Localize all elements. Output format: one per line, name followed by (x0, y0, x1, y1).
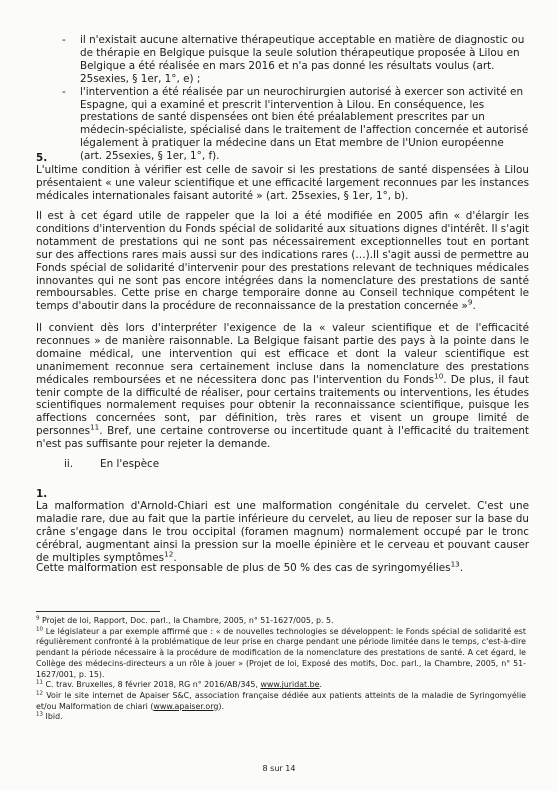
dash-bullet: - (62, 34, 66, 46)
paragraph-text: La malformation d'Arnold-Chiari est une malformation congénitale du cervelet. C'est une maladie rare, due au fait que la partie inférieure du cervelet, au lieu de reposer sur la base du crâne s'engage dans le trou occipital (foramen magnum) normalement occupé par le tronc cérébral, augmentant ainsi la pression sur la moelle épinière et le cerveau et pouvant causer de multiples symptômes (36, 500, 529, 564)
conditions-list (36, 34, 529, 163)
section-1-paragraph: La malformation d'Arnold-Chiari est une malformation congénitale du cervelet. C'est une maladie rare, due au fait que la partie inférieure du cervelet, au lieu de reposer sur la base du crâne s'engage dans le trou occipital (foramen magnum) normalement occupé par le tronc cérébral, augmentant ainsi la pression sur la moelle épinière et le cerveau et pouvant causer de multiples symptômes$^{12}$. (36, 500, 529, 564)
subheading-title: En l'espèce (100, 458, 160, 470)
list-item (36, 86, 529, 163)
law-paragraph: Il est à cet égard utile de rappeler que la loi a été modifiée en 2005 afin « d'élargir les conditions d'intervention du Fonds spécial de solidarité aux situations dignes d'intérêt. Il s'agit notamment de prestations qui ne sont pas nécessairement exceptionnelles tout en portant sur des affections rares mais aussi sur des indications rares (…).Il s'agit aussi de permettre au Fonds spécial de solidarité d'intervenir pour des prestations relevant de techniques médicales innovantes qui ne sont pas encore intégrées dans la nomenclature des prestations de santé remboursables. Cette prise en charge temporaire donne au Conseil technique compétent le temps d'aboutir dans la procédure de reconnaissance de la prestation concernée »$^9$. (36, 210, 529, 313)
footnote-text: Projet de loi, Rapport, Doc. parl., la Chambre, 2005, n° 51-1627/005, p. 5. (39, 616, 334, 625)
section-number-1: 1. (36, 488, 48, 500)
subheading (64, 458, 159, 470)
footnote-ref: 9 (467, 297, 473, 307)
footnote-number: 9 (36, 615, 40, 622)
law-paragraph-text: Il est à cet égard utile de rappeler que la loi a été modifiée en 2005 afin « d'élargir les conditions d'intervention du Fonds spécial de solidarité aux situations dignes d'intérêt. Il s'agit notamment de prestations qui ne sont pas nécessairement exceptionnelles tout en portant sur des affections rares mais aussi sur des indications rares (…).Il s'agit aussi de permettre au Fonds spécial de solidarité d'intervenir pour des prestations relevant de techniques médicales innovantes qui ne sont pas encore intégrées dans la nomenclature des prestations de santé remboursables. Cette prise en charge temporaire donne au Conseil technique compétent le temps d'aboutir dans la procédure de reconnaissance de la prestation concernée » (36, 210, 529, 313)
footnote-12 (36, 691, 526, 712)
footnote-number: 11 (36, 679, 44, 686)
footnote-number: 12 (36, 690, 44, 697)
footnote-text: ). (218, 701, 224, 711)
footnote-text: Ibid. (43, 712, 63, 722)
page-number: 8 sur 14 (262, 764, 296, 773)
footnote-number: 10 (36, 626, 44, 633)
dash-bullet: - (62, 85, 66, 98)
footnote-13 (36, 712, 526, 723)
footnote-text: Voir le site internet de Apaiser S&C, association française dédiée aux patients atteints de la maladie de Syringomyélie et/ou Malformation de chiari ( (36, 690, 526, 711)
footnote-text: Le législateur a par exemple affirmé que : « de nouvelles technologies se développent: le Fonds spécial de solidarité est régulièrement confronté à la problématique de leur prise en charge pendant une période limitée dans le temps, c'est-à-dire pendant la période nécessaire à la procédure de modification de la nomenclature des prestations de santé. A cet égard, le Collège des médecins-directeurs a un rôle à jouer » (Projet de loi, Exposé des motifs, Doc. parl., la Chambre, 2005, n° 51-1627/001, p. 15). (36, 626, 526, 679)
paragraph-text: . Bref, une certaine controverse ou incertitude quant à l'efficacité du traitement n'est pas suffisante pour rejeter la demande. (36, 425, 529, 451)
footnote-ref: 12 (164, 549, 174, 559)
juridat-link[interactable]: www.juridat.be (260, 680, 320, 690)
bullet-text: il n'existait aucune alternative thérapeutique acceptable en matière de diagnostic ou de thérapie en Belgique puisque la seule solution thérapeutique proposée à Lilou en Belgique a été réalisée en mars 2016 et n'a pas donné les résultats voulus (art. 25sexies, § 1er, 1°, e) ; (80, 34, 525, 85)
bullet-text: l'intervention a été réalisée par un neurochirurgien autorisé à exercer son activité en Espagne, qui a examiné et prescrit l'intervention à Lilou. En conséquence, les prestations de santé dispensées ont bien été préalablement prescrites par un médecin-spécialiste, spécialisé dans le traitement de l'affection concernée et autorisé légalement à pratiquer la médecine dans un Etat membre de l'Union européenne (art. 25sexies, § 1er, 1°, f). (80, 85, 529, 163)
interpretation-paragraph (36, 322, 529, 451)
paragraph-text: Il convient dès lors d'interpréter l'exigence de la « valeur scientifique et de l'efficacité reconnues » de manière raisonnable. La Belgique faisant partie des pays à la pointe dans le domaine médical, une intervention qui est efficace et dont la valeur scientifique est unanimement reconnue sera certainement incluse dans la nomenclature des prestations médicales remboursées et ne nécessitera donc pas l'intervention du Fonds (36, 322, 529, 386)
footnote-ref: 13 (450, 559, 460, 569)
section-number-5: 5. (36, 152, 48, 164)
list-item (36, 34, 529, 86)
footnote-ref: 10 (434, 371, 444, 381)
footnote-separator (36, 611, 160, 612)
footnote-9 (36, 616, 526, 627)
footnote-text: . (319, 680, 323, 690)
footnote-10 (36, 627, 526, 681)
footnotes (36, 616, 526, 723)
footnote-ref: 11 (90, 422, 100, 432)
syringomyelia-paragraph: Cette malformation est responsable de plus de 50 % des cas de syringomyélies$^{13}$. (36, 559, 464, 574)
footnote-number: 13 (36, 711, 44, 718)
paragraph-text: Cette malformation est responsable de plus de 50 % des cas de syringomyélies (36, 562, 451, 574)
apaiser-link[interactable]: www.apaiser.org (153, 701, 219, 711)
subheading-number: ii. (64, 458, 74, 470)
section-5-paragraph: L'ultime condition à vérifier est celle de savoir si les prestations de santé dispensées à Lilou présentaient « une valeur scientifique et une efficacité largement reconnues par les instances médicales internationales faisant autorité » (art. 25sexies, § 1er, 1°, b). (36, 164, 529, 202)
footnote-text: C. trav. Bruxelles, 8 février 2018, RG n° 2016/AB/345, (43, 680, 261, 690)
footnote-11 (36, 680, 526, 691)
paragraph-text: . De plus, il faut tenir compte de la difficulté de réaliser, pour certains traitements ou interventions, les études scientifiques normalement requises pour obtenir la reconnaissance scientifique, puisque les affections concernées sont, par définition, très rares et visent un groupe limité de personnes (36, 373, 529, 438)
